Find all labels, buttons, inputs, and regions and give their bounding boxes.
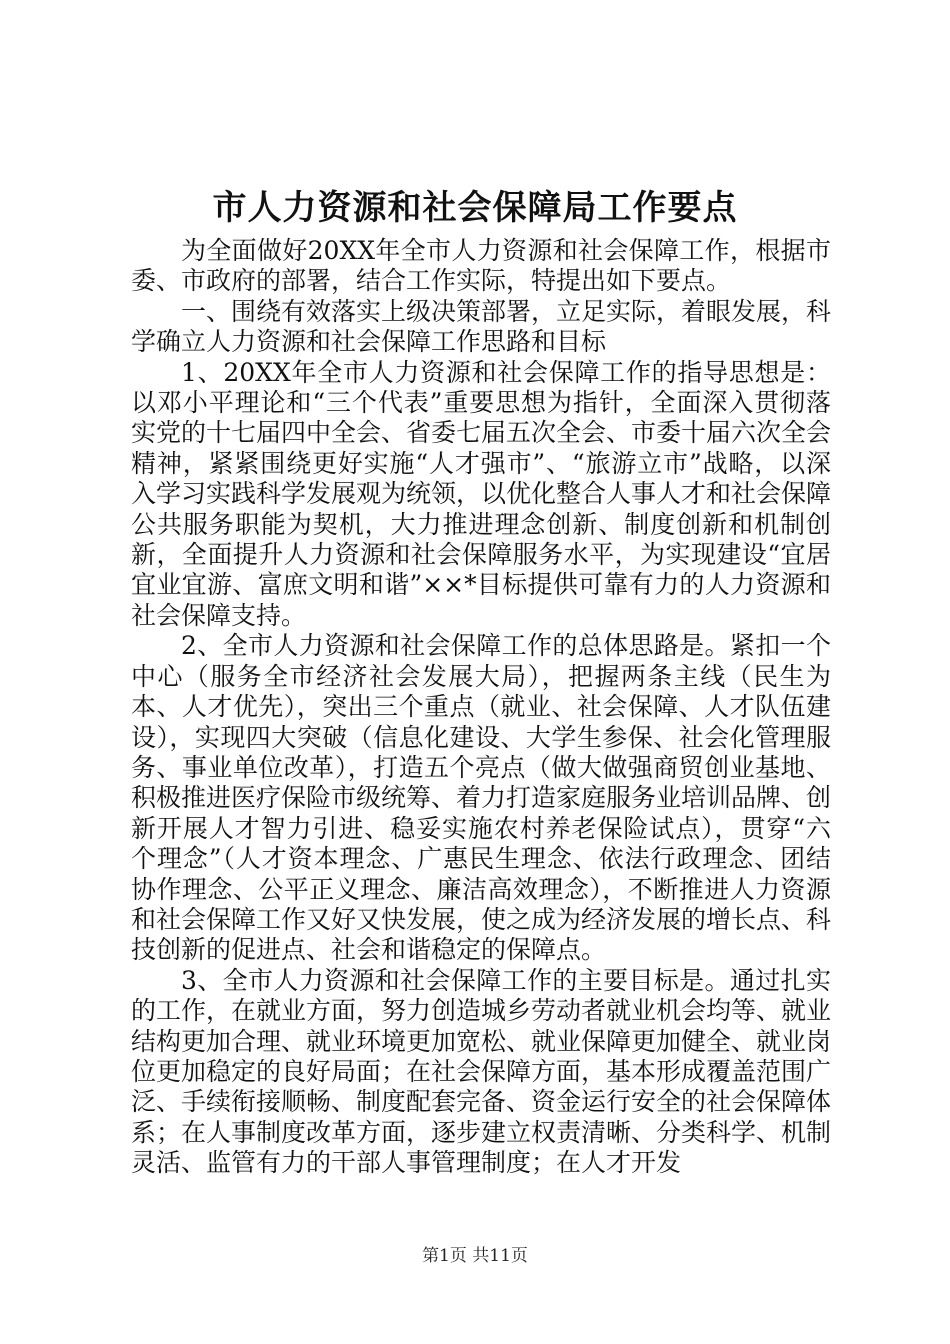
paragraph-overall-approach: 2、全市人力资源和社会保障工作的总体思路是。紧扣一个中心（服务全市经济社会发展大局），把握两条主线（民生为本、人才优先），突出三个重点（就业、社会保障、人才队伍建设），实现四大突破（信息化建设、大学生参保、社会化管理服务、事业单位改革），打造五个亮点（做大做强商贸创业基地、积极推进医疗保险市级统筹、着力打造家庭服务业培训品牌、创新开展人才智力引进、稳妥实施农村养老保险试点），贯穿“六个理念”（人才资本理念、广惠民生理念、依法行政理念、团结协作理念、公平正义理念、廉洁高效理念），不断推进人力资源和社会保障工作又好又快发展，使之成为经济发展的增长点、科技创新的促进点、社会和谐稳定的保障点。 [131,631,832,965]
paragraph-guiding-thought: 1、20XX年全市人力资源和社会保障工作的指导思想是：以邓小平理论和“三个代表”重要思想为指针，全面深入贯彻落实党的十七届四中全会、省委七届五次全会、市委十届六次全会精神，紧紧围绕更好实施“人才强市”、“旅游立市”战略，以深入学习实践科学发展观为统领，以优化整合人事人才和社会保障公共服务职能为契机，大力推进理念创新、制度创新和机制创新，全面提升人力资源和社会保障服务水平，为实现建设“宜居宜业宜游、富庶文明和谐”××*目标提供可靠有力的人力资源和社会保障支持。 [131,357,832,630]
document-body [131,236,831,1179]
paragraph-main-goals: 3、全市人力资源和社会保障工作的主要目标是。通过扎实的工作，在就业方面，努力创造城乡劳动者就业机会均等、就业结构更加合理、就业环境更加宽松、就业保障更加健全、就业岗位更加稳定的良好局面；在社会保障方面，基本形成覆盖范围广泛、手续衔接顺畅、制度配套完备、资金运行安全的社会保障体系；在人事制度改革方面，逐步建立权责清晰、分类科学、机制灵活、监管有力的干部人事管理制度；在人才开发 [131,965,832,1178]
paragraph-intro: 为全面做好20XX年全市人力资源和社会保障工作，根据市委、市政府的部署，结合工作实际，特提出如下要点。 [131,236,831,296]
document-title: 市人力资源和社会保障局工作要点 [212,188,738,228]
paragraph-section-1-heading: 一、围绕有效落实上级决策部署，立足实际，着眼发展，科学确立人力资源和社会保障工作思路和目标 [131,296,832,357]
page-number-footer: 第1页 共11页 [422,1246,528,1266]
